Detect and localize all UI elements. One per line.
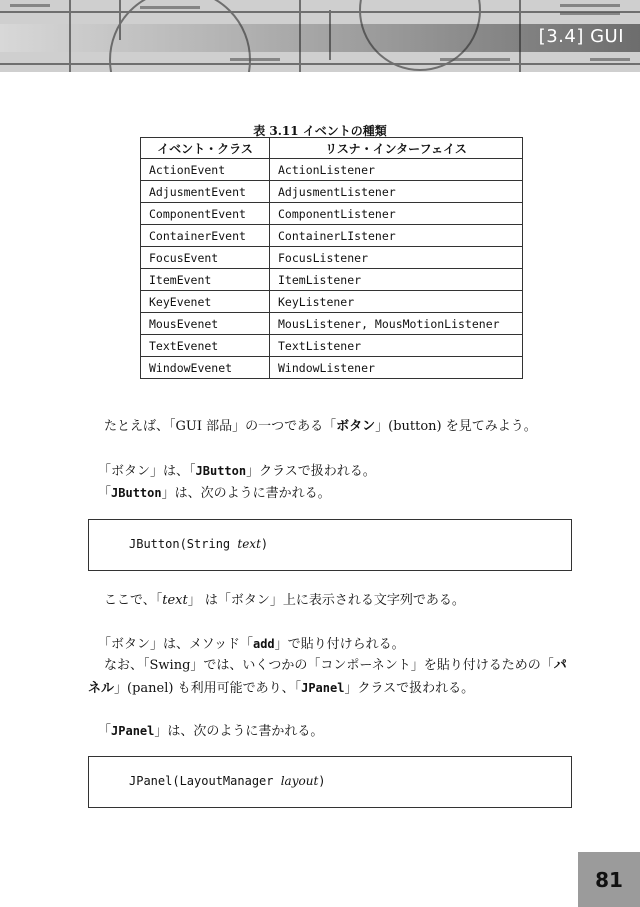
text-span: 「 [98,724,112,739]
listener-cell: WindowListener [270,357,523,379]
text-span: 」は、次のように書かれる。 [154,724,324,739]
listener-cell: ActionListener [270,159,523,181]
code-text: ) [260,537,269,551]
table-row [141,335,523,357]
code-line [129,774,326,788]
code-param: layout [280,774,319,788]
text-span: 」は、次のように書かれる。 [161,486,331,501]
page-number: 81 [578,852,640,907]
code-term: JButton [111,486,162,500]
code-text: ) [318,774,326,788]
event-class-cell: MousEvenet [141,313,270,335]
text-span: 」(panel) も利用可能であり、「 [114,681,302,696]
table-row [141,225,523,247]
chapter-section-title: [3.4] GUI [538,26,624,47]
event-class-cell: FocusEvent [141,247,270,269]
listener-cell: AdjusmentListener [270,181,523,203]
event-class-cell: ComponentEvent [141,203,270,225]
page-header [0,0,640,72]
table-header-row [141,138,523,159]
code-param: text [237,537,261,551]
table-row [141,357,523,379]
text-span: 」クラスで扱われる。 [246,464,376,479]
code-term: JButton [195,464,247,478]
text-span: 」(button) を見てみよう。 [375,419,537,434]
table-row [141,181,523,203]
listener-cell: KeyListener [270,291,523,313]
text-span: 「ボタン」は、「 [98,464,196,479]
event-table [140,137,523,379]
listener-cell: FocusListener [270,247,523,269]
listener-cell: ItemListener [270,269,523,291]
italic-term: text [162,593,188,608]
table-row [141,291,523,313]
text-span: 「 [98,486,112,501]
code-term: add [252,637,275,651]
bold-term: ボタン [336,419,376,434]
table-row [141,313,523,335]
code-line [129,537,268,551]
text-span: 」 は「ボタン」上に表示される文字列である。 [187,593,465,608]
code-term: JPanel [111,724,155,738]
event-class-cell: ContainerEvent [141,225,270,247]
listener-cell: ContainerLIstener [270,225,523,247]
text-span: なお、「Swing」では、いくつかの「コンポーネント」を貼り付けるための「 [104,658,554,673]
event-class-cell: WindowEvenet [141,357,270,379]
listener-cell: ComponentListener [270,203,523,225]
paragraph-jpanel-syntax [98,720,580,743]
event-class-cell: TextEvenet [141,335,270,357]
event-class-cell: ActionEvent [141,159,270,181]
paragraph-add-method [98,633,580,656]
listener-cell: TextListener [270,335,523,357]
column-header-listener-interface: リスナ・インターフェイス [270,138,523,159]
paragraph-text-explanation [104,590,580,612]
event-class-cell: ItemEvent [141,269,270,291]
code-text: JPanel(LayoutManager [129,774,281,788]
code-term: JPanel [301,681,345,695]
bold-term: パ [553,658,567,673]
code-text: JButton(String [129,537,238,551]
table-caption: 表 3.11 イベントの種類 [253,124,387,138]
paragraph-jbutton-class [98,460,580,483]
text-span: 」クラスで扱われる。 [344,681,475,696]
paragraph-jbutton-syntax [98,482,580,505]
code-box-jbutton [88,519,572,571]
table-row [141,159,523,181]
paragraph-panel-line2 [88,677,580,700]
listener-cell: MousListener, MousMotionListener [270,313,523,335]
text-span: ここで、「 [104,593,163,608]
table-row [141,203,523,225]
text-span: 」で貼り付けられる。 [274,637,405,652]
event-class-cell: AdjusmentEvent [141,181,270,203]
text-span: 「ボタン」は、メソッド「 [98,637,253,652]
paragraph-button-intro [104,416,580,438]
column-header-event-class: イベント・クラス [141,138,270,159]
event-class-cell: KeyEvenet [141,291,270,313]
table-row [141,269,523,291]
table-row [141,247,523,269]
paragraph-panel-line1 [104,655,580,677]
text-span: たとえば、「GUI 部品」の一つである「 [104,419,337,434]
code-box-jpanel [88,756,572,808]
bold-term: ネル [88,681,115,696]
